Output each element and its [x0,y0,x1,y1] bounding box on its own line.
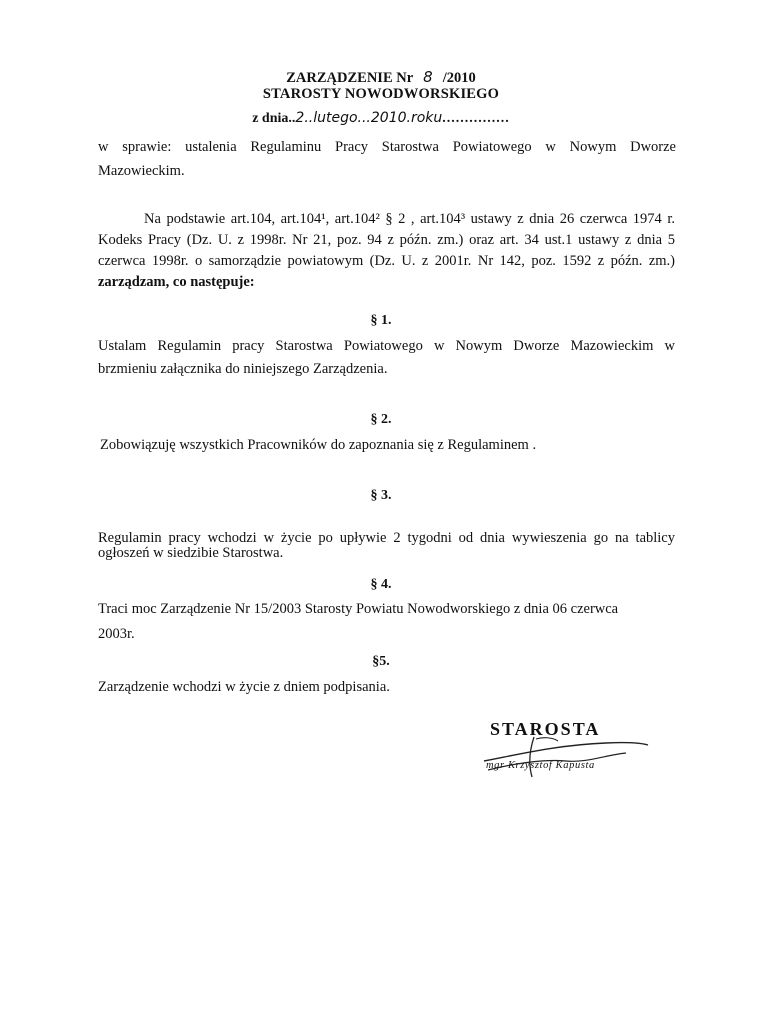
issuing-authority: STAROSTY NOWODWORSKIEGO [262,86,500,102]
subject-line-2: Mazowieckim. [98,163,185,179]
preamble-line-1: Na podstawie art.104, art.104¹, art.104² § 2 , art.104³ ustawy z dnia 26 czerwca 1974 r. [144,211,675,227]
handwritten-signature-icon [476,715,656,785]
section-1-line-1: Ustalam Regulamin pracy Starostwa Powiatowego w Nowym Dworze Mazowieckim w [98,338,675,354]
section-1-mark: § 1. [370,313,392,328]
section-4-mark: § 4. [370,577,392,592]
section-1-line-2: brzmieniu załącznika do niniejszego Zarządzenia. [98,361,388,377]
section-2-line-1: Zobowiązuję wszystkich Pracowników do zapoznania się z Regulaminem . [100,437,537,453]
stamp-title: STAROSTA [490,719,601,739]
section-3-line-2: ogłoszeń w siedzibie Starostwa. [98,545,284,561]
document-title [0,68,762,87]
handwritten-number: 8 [423,68,433,86]
handwritten-date: 2..lutego...2010.roku [295,110,443,126]
section-5-line-1: Zarządzenie wchodzi w życie z dniem podpisania. [98,679,390,695]
section-3-line-1: Regulamin pracy wchodzi w życie po upływie 2 tygodni od dnia wywieszenia go na tablicy [98,530,675,546]
date-dots: ............... [442,111,510,126]
section-4-line-2: 2003r. [98,626,135,642]
preamble-line-2: Kodeks Pracy (Dz. U. z 1998r. Nr 21, poz. 94 z późn. zm.) oraz art. 34 ust.1 ustawy z dnia 5 [98,232,675,248]
date-line [0,110,762,127]
preamble-line-3: czerwca 1998r. o samorządzie powiatowym (Dz. U. z 2001r. Nr 142, poz. 1592 z późn. zm.) [98,253,675,269]
section-3-mark: § 3. [370,488,392,503]
section-5-mark: §5. [372,654,390,669]
signature-stamp [476,715,656,785]
stamp-name: mgr Krzysztof Kapusta [486,760,595,771]
date-prefix: z dnia.. [252,111,296,126]
preamble-decree: zarządzam, co następuje: [98,274,255,290]
section-2-mark: § 2. [370,412,392,427]
subject-line-1: w sprawie: ustalenia Regulaminu Pracy Starostwa Powiatowego w Nowym Dworze [98,139,676,155]
section-4-line-1: Traci moc Zarządzenie Nr 15/2003 Starosty Powiatu Nowodworskiego z dnia 06 czerwca [98,601,619,617]
title-prefix: ZARZĄDZENIE Nr [286,70,414,86]
title-suffix: /2010 [442,70,476,86]
